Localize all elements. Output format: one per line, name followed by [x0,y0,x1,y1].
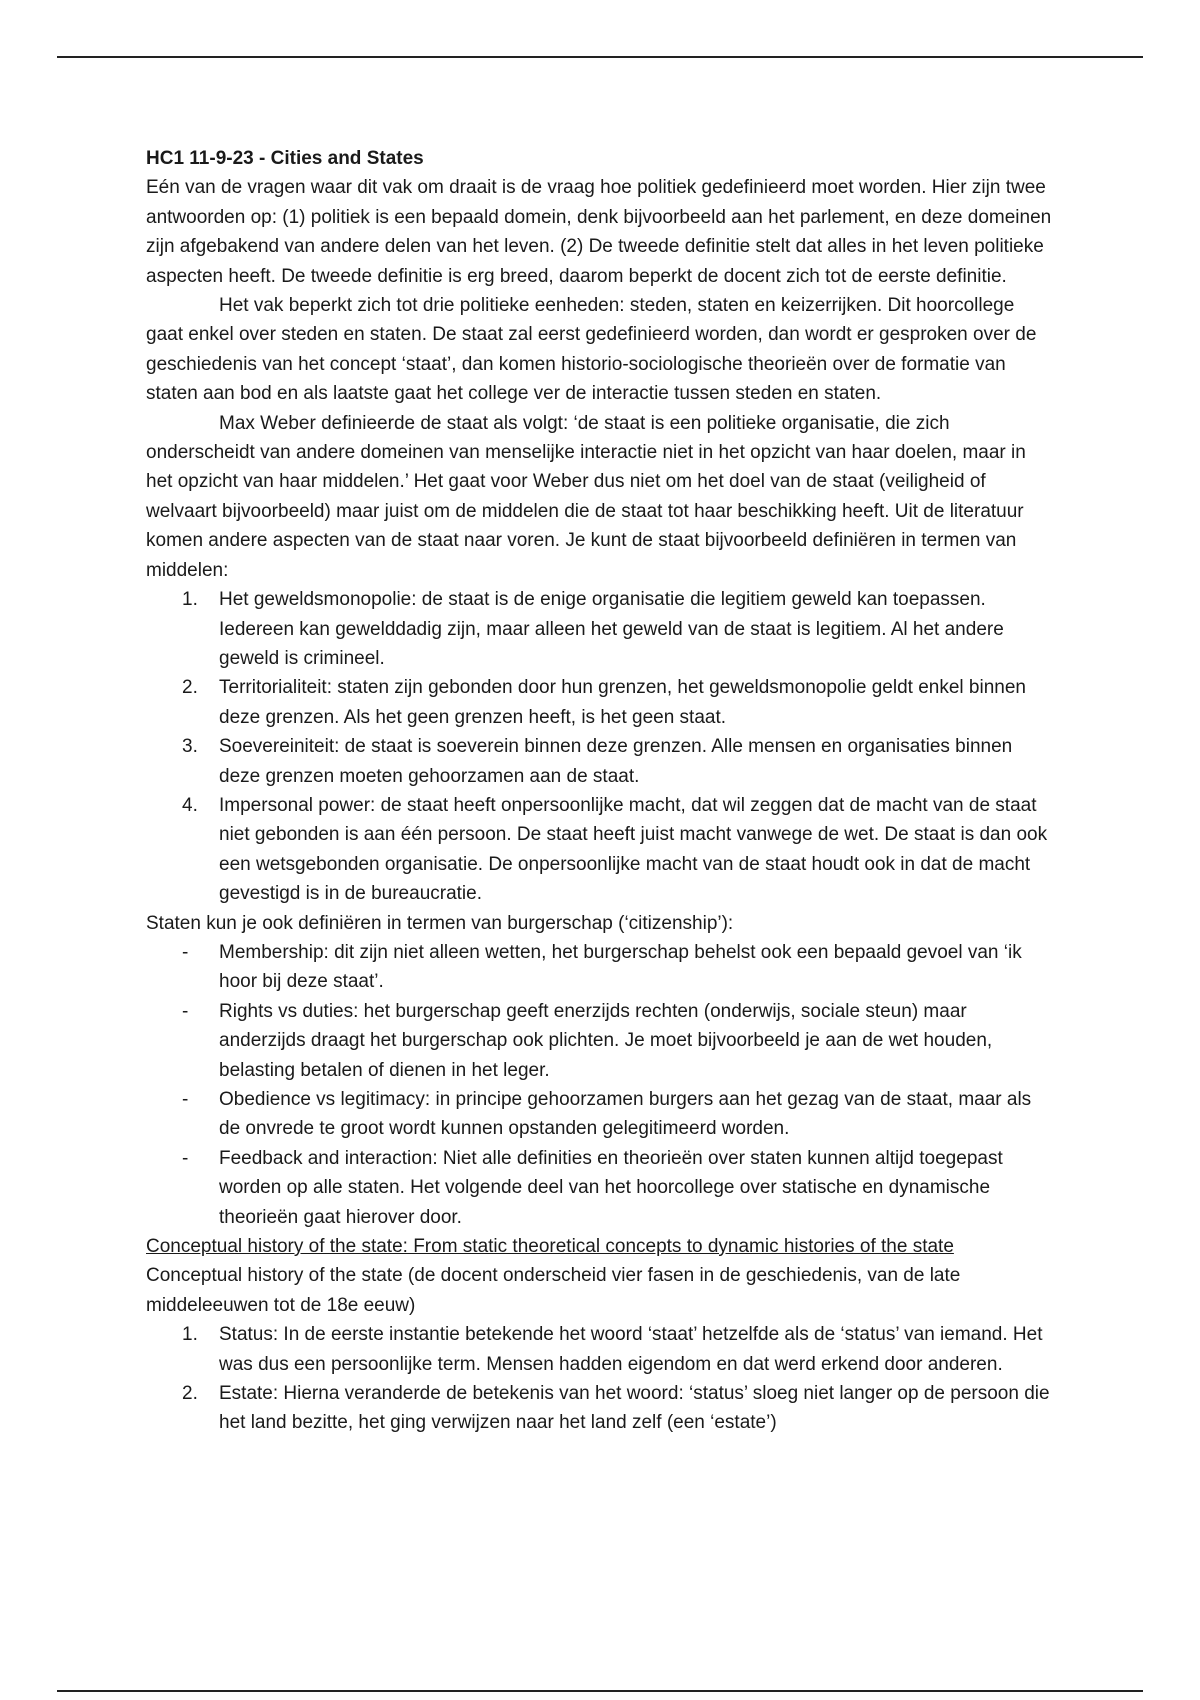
list-marker: - [182,1147,189,1169]
list-item-text: Obedience vs legitimacy: in principe gehoorzamen burgers aan het gezag van de staat, maar als de onvrede te groot wordt kunnen opstanden gelegitimeerd worden. [219,1089,1032,1140]
list-item-text: Feedback and interaction: Niet alle definities en theorieën over staten kunnen altijd toegepast worden op alle staten. Het volgende deel van het hoorcollege over statische en dynamische theorieën gaat hierover door. [219,1147,1003,1228]
list-item [146,791,1056,909]
document-title: HC1 11-9-23 - Cities and States [146,148,424,169]
document-body [146,144,1056,1438]
citizenship-list [146,938,1056,1232]
list-marker: 2. [182,1383,198,1405]
citizenship-intro: Staten kun je ook definiëren in termen van burgerschap (‘citizenship’): [146,912,734,934]
list-marker: 4. [182,794,198,816]
list-item [146,938,1056,997]
list-item [146,673,1056,732]
list-item-text: Impersonal power: de staat heeft onpersoonlijke macht, dat wil zeggen dat de macht van de staat niet gebonden is aan één persoon. De staat heeft juist macht vanwege de wet. De staat is dan ook een wetsgebonden organisatie. De onpersoonlijke macht van de staat houdt ook in dat de macht gevestigd is in de bureaucratie. [219,794,1048,905]
scope-paragraph: Het vak beperkt zich tot drie politieke eenheden: steden, staten en keizerrijken. Dit hoorcollege gaat enkel over steden en staten. De staat zal eerst gedefinieerd worden, dan wordt er gesproken over de geschiedenis van het concept ‘staat’, dan komen historio-sociologische theorieën over de formatie van staten aan bod en als laatste gaat het college ver de interactie tussen steden en staten. [146,295,1037,405]
list-marker: 1. [182,1324,198,1346]
list-item [146,1085,1056,1144]
list-item [146,732,1056,791]
history-list [146,1320,1056,1438]
list-marker: - [182,941,189,963]
list-marker: 1. [182,589,198,611]
intro-paragraph: Eén van de vragen waar dit vak om draait is de vraag hoe politiek gedefinieerd moet worden. Hier zijn twee antwoorden op: (1) politiek is een bepaald domein, denk bijvoorbeeld aan het parlement, en deze domeinen zijn afgebakend van andere delen van het leven. (2) De tweede definitie stelt dat alles in het leven politieke aspecten heeft. De tweede definitie is erg breed, daarom beperkt de docent zich tot de eerste definitie. [146,177,1052,287]
list-item-text: Estate: Hierna veranderde de betekenis van het woord: ‘status’ sloeg niet langer op de persoon die het land bezitte, het ging verwijzen naar het land zelf (een ‘estate’) [219,1383,1050,1434]
list-item [146,1379,1056,1438]
list-item [146,997,1056,1085]
list-item [146,585,1056,673]
list-item-text: Het geweldsmonopolie: de staat is de enige organisatie die legitiem geweld kan toepassen. Iedereen kan gewelddadig zijn, maar alleen het geweld van de staat is legitiem. Al het andere geweld is crimineel. [219,589,1004,669]
means-list [146,585,1056,908]
list-marker: 3. [182,736,198,758]
list-item-text: Membership: dit zijn niet alleen wetten, het burgerschap behelst ook een bepaald gevoel van ‘ik hoor bij deze staat’. [219,941,1022,993]
bottom-rule [57,1690,1143,1692]
list-item-text: Rights vs duties: het burgerschap geeft enerzijds rechten (onderwijs, sociale steun) maar anderzijds draagt het burgerschap ook plichten. Je moet bijvoorbeeld je aan de wet houden, belasting betalen of dienen in het leger. [219,1000,993,1081]
list-marker: - [182,1089,189,1110]
top-rule [57,56,1143,58]
section-heading: Conceptual history of the state: From static theoretical concepts to dynamic histories of the state [146,1236,954,1258]
list-item [146,1320,1056,1379]
history-intro: Conceptual history of the state (de docent onderscheid vier fasen in de geschiedenis, van de late middeleeuwen tot de 18e eeuw) [146,1265,961,1316]
list-marker: 2. [182,677,198,699]
weber-paragraph: Max Weber definieerde de staat als volgt: ‘de staat is een politieke organisatie, die zich onderscheidt van andere domeinen van menselijke interactie niet in het opzicht van haar doelen, maar in het opzicht van haar middelen.’ Het gaat voor Weber dus niet om het doel van de staat (veiligheid of welvaart bijvoorbeeld) maar juist om de middelen die de staat tot haar beschikking heeft. Uit de literatuur komen andere aspecten van de staat naar voren. Je kunt de staat bijvoorbeeld definiëren in termen van middelen: [146,412,1026,581]
list-item [146,1144,1056,1232]
list-item-text: Status: In de eerste instantie betekende het woord ‘staat’ hetzelfde als de ‘status’ van iemand. Het was dus een persoonlijke term. Mensen hadden eigendom en dat werd erkend door anderen. [219,1324,1043,1375]
list-item-text: Territorialiteit: staten zijn gebonden door hun grenzen, het geweldsmonopolie geldt enkel binnen deze grenzen. Als het geen grenzen heeft, is het geen staat. [219,677,1026,728]
list-item-text: Soevereiniteit: de staat is soeverein binnen deze grenzen. Alle mensen en organisaties binnen deze grenzen moeten gehoorzamen aan de staat. [219,736,1013,787]
list-marker: - [182,1000,189,1022]
